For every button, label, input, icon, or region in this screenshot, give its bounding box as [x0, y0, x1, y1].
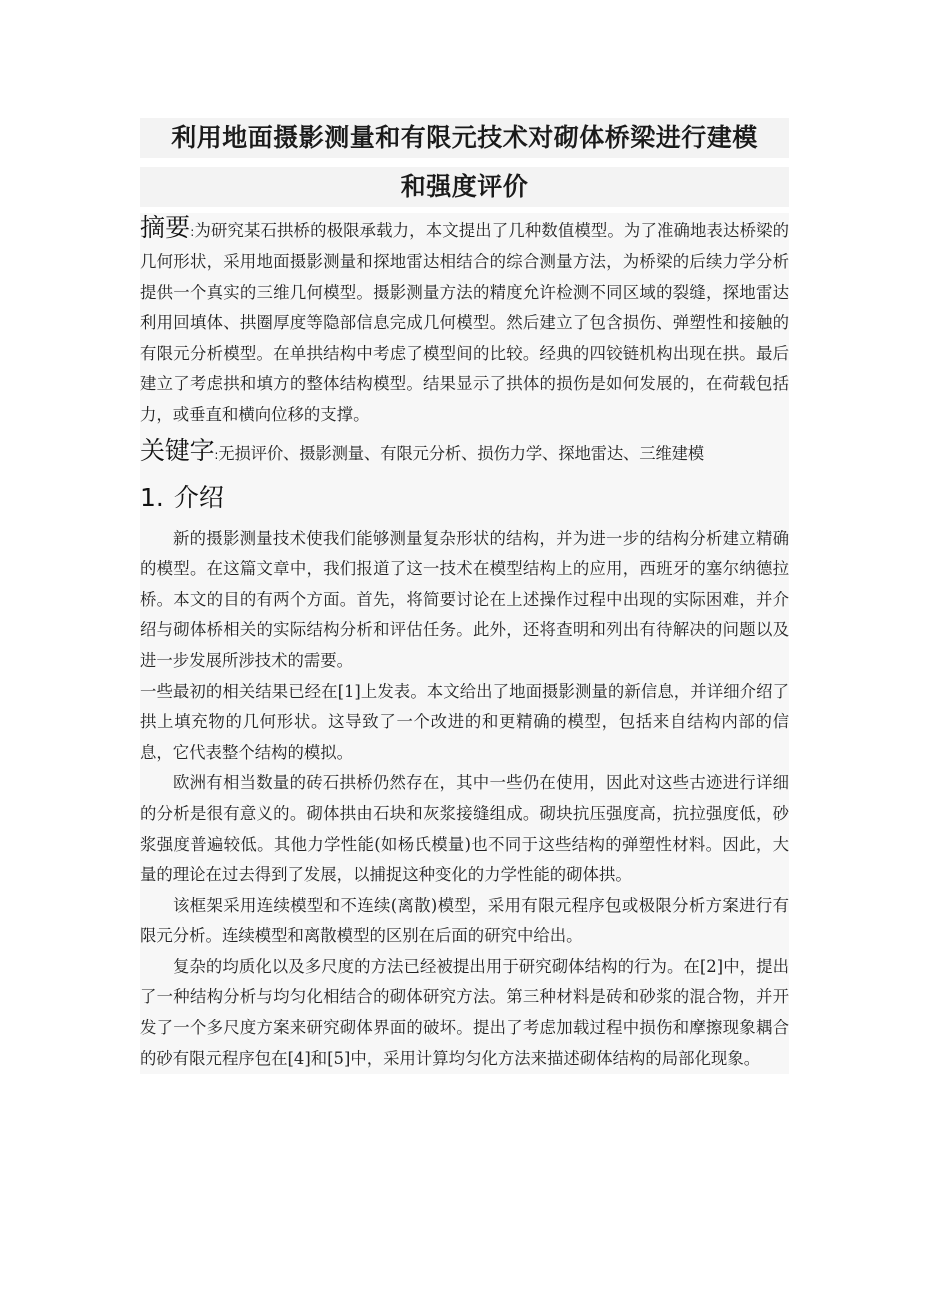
- document-page: [140, 118, 789, 1074]
- intro-paragraph-2: 一些最初的相关结果已经在[1]上发表。本文给出了地面摄影测量的新信息，并详细介绍了拱上填充物的几何形状。这导致了一个改进的和更精确的模型，包括来自结构内部的信息，它代表整个结构的模拟。: [140, 681, 789, 762]
- section-title: 介绍: [173, 482, 224, 512]
- section-heading-introduction: [140, 480, 789, 516]
- keywords-text: 无损评价、摄影测量、有限元分析、损伤力学、探地雷达、三维建模: [218, 443, 704, 463]
- title-line-1: 利用地面摄影测量和有限元技术对砌体桥梁进行建模: [140, 118, 789, 158]
- abstract-label-text: 摘要: [140, 213, 191, 242]
- intro-paragraph-4: 该框架采用连续模型和不连续(离散)模型，采用有限元程序包或极限分析方案进行有限元分析。连续模型和离散模型的区别在后面的研究中给出。: [140, 895, 789, 946]
- keywords-paragraph: [140, 436, 789, 470]
- intro-paragraph-3: 欧洲有相当数量的砖石拱桥仍然存在，其中一些仍在使用，因此对这些古迹进行详细的分析是很有意义的。砌体拱由石块和灰浆接缝组成。砌块抗压强度高，抗拉强度低，砂浆强度普遍较低。其他力学性能(如杨氏模量)也不同于这些结构的弹塑性材料。因此，大量的理论在过去得到了发展，以捕捉这种变化的力学性能的砌体拱。: [140, 773, 789, 885]
- abstract-label: [140, 213, 194, 242]
- title-line-2: 和强度评价: [140, 167, 789, 207]
- intro-paragraph-1: 新的摄影测量技术使我们能够测量复杂形状的结构，并为进一步的结构分析建立精确的模型。在这篇文章中，我们报道了这一技术在模型结构上的应用，西班牙的塞尔纳德拉桥。本文的目的有两个方面。首先，将简要讨论在上述操作过程中出现的实际困难，并介绍与砌体桥相关的实际结构分析和评估任务。此外，还将查明和列出有待解决的问题以及进一步发展所涉技术的需要。: [140, 528, 789, 670]
- keywords-label: [140, 436, 218, 465]
- abstract-label-colon: :: [190, 225, 195, 239]
- intro-paragraph-5: 复杂的均质化以及多尺度的方法已经被提出用于研究砌体结构的行为。在[2]中，提出了一种结构分析与均匀化相结合的砌体研究方法。第三种材料是砖和砂浆的混合物，并开发了一个多尺度方案来研究砌体界面的破坏。提出了考虑加载过程中损伤和摩擦现象耦合的砂有限元程序包在[4]和[5]中，采用计算均匀化方法来描述砌体结构的局部化现象。: [140, 956, 789, 1068]
- keywords-label-text: 关键字: [140, 435, 215, 465]
- body-text-block: [140, 213, 789, 1074]
- section-number: 1.: [140, 482, 164, 512]
- keywords-label-colon: :: [214, 447, 219, 462]
- abstract-paragraph: [140, 213, 789, 431]
- abstract-text: 为研究某石拱桥的极限承载力，本文提出了几种数值模型。为了准确地表达桥梁的几何形状，采用地面摄影测量和探地雷达相结合的综合测量方法，为桥梁的后续力学分析提供一个真实的三维几何模型。摄影测量方法的精度允许检测不同区域的裂缝，探地雷达利用回填体、拱圈厚度等隐部信息完成几何模型。然后建立了包含损伤、弹塑性和接触的有限元分析模型。在单拱结构中考虑了模型间的比较。经典的四铰链机构出现在拱。最后建立了考虑拱和填方的整体结构模型。结果显示了拱体的损伤是如何发展的，在荷载包括力，或垂直和横向位移的支撑。: [140, 221, 789, 424]
